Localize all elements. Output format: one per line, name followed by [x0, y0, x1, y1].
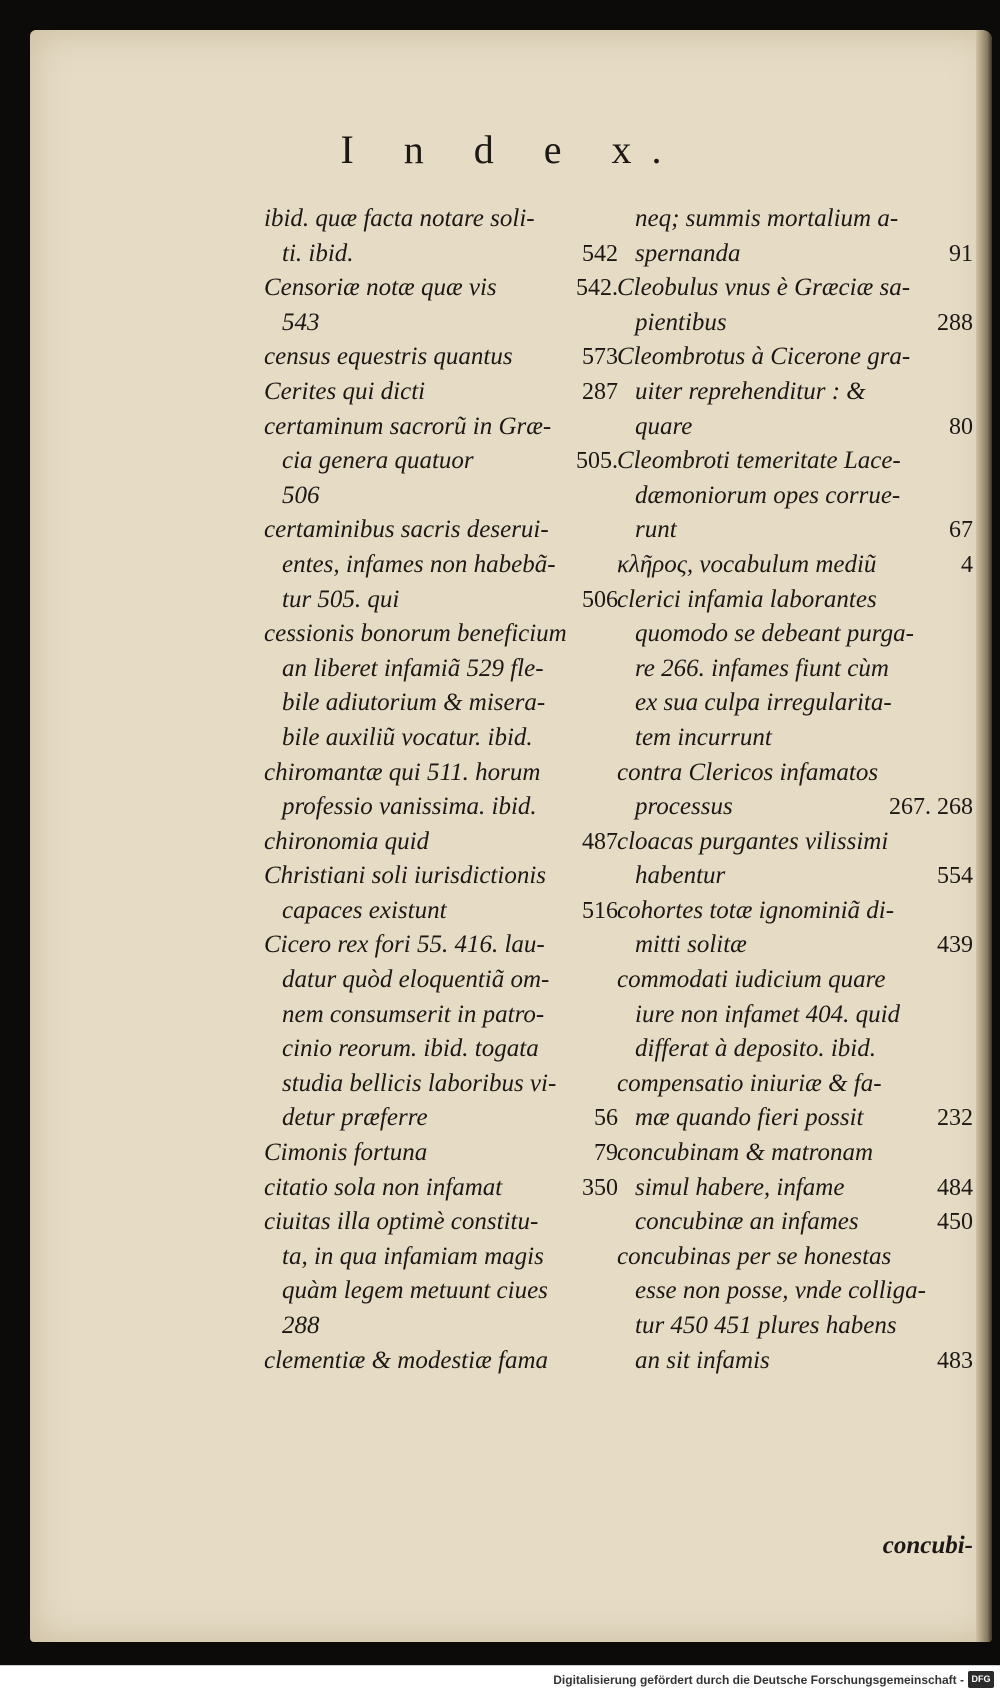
index-entry-line [617, 375, 973, 410]
index-entry-line [264, 859, 618, 894]
index-entry-line [617, 1032, 973, 1067]
entry-text: concubinas per se honestas [617, 1242, 892, 1270]
index-entry-line [264, 583, 618, 618]
index-entry-line [617, 1240, 973, 1275]
entry-text: cessionis bonorum beneficium [264, 620, 567, 648]
entry-text: ex sua culpa irregularita- [635, 689, 892, 717]
index-entry-line [617, 479, 973, 514]
index-entry-line [617, 1344, 973, 1379]
entry-text: concubinam & matronam [617, 1139, 873, 1167]
page-reference: 506 [582, 586, 618, 613]
index-entry-line [264, 513, 618, 548]
entry-text: concubinæ an infames [635, 1208, 859, 1236]
index-entry-line [264, 444, 618, 479]
entry-text: simul habere, infame [635, 1173, 845, 1201]
index-entry-line [264, 479, 618, 514]
entry-text: Cerites qui dicti [264, 377, 426, 405]
index-entry-line [264, 202, 618, 237]
entry-text: an sit infamis [635, 1346, 770, 1374]
index-entry-line [264, 721, 618, 756]
entry-text: κλῆρος, vocabulum mediũ [617, 550, 877, 578]
index-entry-line [264, 237, 618, 272]
index-entry-line [617, 894, 973, 929]
entry-text: quare [635, 412, 693, 440]
index-entry-line [617, 1274, 973, 1309]
index-entry-line [617, 548, 973, 583]
entry-text: tur 450 451 plures habens [635, 1312, 897, 1339]
entry-text: neq; summis mortalium a- [635, 205, 899, 232]
entry-text: chironomia quid [264, 827, 430, 855]
entry-text: an liberet infamiã 529 fle- [282, 654, 544, 682]
entry-text: datur quòd eloquentiã om- [282, 966, 550, 994]
page-reference: 542. [576, 275, 618, 302]
entry-text: ibid. quæ facta notare soli- [264, 205, 535, 232]
page-reference: 56 [594, 1105, 618, 1132]
dfg-logo-icon: DFG [968, 1671, 994, 1688]
entry-text: detur præferre [282, 1104, 428, 1132]
index-entry-line [264, 340, 618, 375]
index-entry-line [617, 340, 973, 375]
funding-credit: Digitalisierung gefördert durch die Deutsche Forschungsgemeinschaft - [553, 1673, 964, 1687]
entry-text: nem consumserit in patro- [282, 1000, 545, 1028]
index-entry-line [617, 1205, 973, 1240]
index-entry-line [264, 928, 618, 963]
entry-text: certaminibus sacris deserui- [264, 516, 549, 544]
entry-text: bile auxiliũ vocatur. ibid. [282, 723, 533, 751]
index-entry-line [264, 1067, 618, 1102]
index-entry-line [264, 1240, 618, 1275]
page-reference: 542 [582, 240, 618, 267]
page-reference: 450 [937, 1209, 973, 1236]
index-entry-line [264, 894, 618, 929]
entry-text: cohortes totæ ignominiã di- [617, 896, 895, 924]
entry-text: tem incurrunt [635, 723, 772, 751]
page-reference: 288 [937, 309, 973, 336]
page-reference: 516 [582, 897, 618, 924]
index-entry-line [617, 756, 973, 791]
entry-text: entes, infames non habebã- [282, 550, 556, 578]
index-entry-line [264, 410, 618, 445]
entry-text: cloacas purgantes vilissimi [617, 827, 889, 855]
index-entry-line [617, 1101, 973, 1136]
page-reference: 287 [582, 378, 618, 405]
entry-text: Cleombroti temeritate Lace- [617, 447, 901, 475]
entry-text: quomodo se debeant purga- [635, 620, 914, 648]
index-entry-line [264, 756, 618, 791]
entry-text: 543 [282, 308, 320, 336]
index-entry-line [264, 1032, 618, 1067]
index-entry-line [264, 790, 618, 825]
index-entry-line [617, 410, 973, 445]
index-entry-line [264, 1205, 618, 1240]
index-entry-line [264, 1344, 618, 1379]
entry-text: ta, in qua infamiam magis [282, 1242, 544, 1270]
index-entry-line [617, 1067, 973, 1102]
index-entry-line [264, 617, 618, 652]
entry-text: contra Clericos infamatos [617, 758, 879, 786]
entry-text: spernanda [635, 239, 741, 267]
index-entry-line [617, 721, 973, 756]
index-column-left [264, 202, 618, 1378]
index-entry-line [264, 825, 618, 860]
entry-text: cia genera quatuor [282, 447, 474, 475]
index-entry-line [264, 306, 618, 341]
index-entry-line [617, 652, 973, 687]
page-reference: 505. [576, 448, 618, 475]
entry-text: clementiæ & modestiæ fama [264, 1346, 548, 1374]
entry-text: habentur [635, 862, 726, 890]
index-entry-line [617, 306, 973, 341]
page-reference: 484 [937, 1174, 973, 1201]
page-reference: 232 [937, 1105, 973, 1132]
index-entry-line [264, 1171, 618, 1206]
index-entry-line [264, 1136, 618, 1171]
page-reference: 79 [594, 1140, 618, 1167]
index-entry-line [264, 686, 618, 721]
book-page [30, 30, 992, 1642]
entry-text: runt [635, 516, 677, 544]
entry-text: mæ quando fieri possit [635, 1104, 864, 1132]
entry-text: clerici infamia laborantes [617, 585, 877, 613]
page-reference: 573 [582, 344, 618, 371]
catchword: concubi- [882, 1532, 973, 1559]
page-reference: 487 [582, 828, 618, 855]
index-entry-line [617, 1171, 973, 1206]
page-reference: 554 [937, 863, 973, 890]
entry-text: processus [635, 793, 733, 821]
index-entry-line [264, 1274, 618, 1309]
entry-text: citatio sola non infamat [264, 1173, 503, 1201]
index-entry-line [617, 271, 973, 306]
entry-text: iure non infamet 404. quid [635, 1000, 901, 1028]
index-entry-line [617, 963, 973, 998]
entry-text: pientibus [635, 308, 727, 336]
running-head: I n d e x. [340, 127, 682, 172]
entry-text: Censoriæ notæ quæ vis [264, 274, 497, 302]
index-entry-line [617, 998, 973, 1033]
entry-text: ti. ibid. [282, 239, 354, 267]
index-entry-line [617, 686, 973, 721]
page-reference: 4 [961, 551, 973, 578]
page-reference: 483 [937, 1347, 973, 1374]
page-reference: 350 [582, 1174, 618, 1201]
entry-text: tur 505. qui [282, 585, 400, 613]
index-entry-line [264, 375, 618, 410]
index-entry-line [617, 790, 973, 825]
index-entry-line [617, 1136, 973, 1171]
index-entry-line [617, 237, 973, 272]
index-entry-line [264, 963, 618, 998]
entry-text: Cleombrotus à Cicerone gra- [617, 343, 911, 371]
entry-text: re 266. infames fiunt cùm [635, 654, 889, 682]
footer-bar [0, 1665, 1000, 1696]
index-entry-line [264, 548, 618, 583]
entry-text: Cicero rex fori 55. 416. lau- [264, 931, 545, 959]
entry-text: cinio reorum. ibid. togata [282, 1035, 539, 1063]
index-entry-line [617, 583, 973, 618]
index-column-right [617, 202, 973, 1559]
index-entry-line [617, 202, 973, 237]
page-reference: 439 [937, 932, 973, 959]
entry-text: certaminum sacrorũ in Græ- [264, 412, 552, 440]
entry-text: capaces existunt [282, 896, 447, 924]
index-entry-line [264, 1309, 618, 1344]
page-reference: 91 [949, 240, 973, 267]
page-reference: 67 [949, 517, 973, 544]
entry-text: quàm legem metuunt ciues [282, 1277, 548, 1305]
index-entry-line [264, 271, 618, 306]
entry-text: differat à deposito. ibid. [635, 1035, 876, 1063]
index-entry-line [617, 859, 973, 894]
page-reference: 80 [949, 413, 973, 440]
entry-text: professio vanissima. ibid. [282, 793, 537, 821]
entry-text: commodati iudicium quare [617, 966, 886, 994]
entry-text: bile adiutorium & misera- [282, 689, 546, 717]
entry-text: chiromantæ qui 511. horum [264, 758, 541, 786]
page-reference: 267. 268 [889, 794, 973, 821]
page-edge [976, 30, 992, 1642]
entry-text: 288 [282, 1312, 320, 1339]
entry-text: ciuitas illa optimè constitu- [264, 1208, 539, 1236]
index-entry-line [264, 1101, 618, 1136]
entry-text: Christiani soli iurisdictionis [264, 862, 546, 890]
index-entry-line [617, 1309, 973, 1344]
entry-text: Cimonis fortuna [264, 1139, 428, 1167]
entry-text: esse non posse, vnde colliga- [635, 1277, 926, 1305]
index-entry-line [617, 617, 973, 652]
entry-text: Cleobulus vnus è Græciæ sa- [617, 274, 911, 302]
index-entry-line [617, 513, 973, 548]
index-entry-line [617, 444, 973, 479]
entry-text: uiter reprehenditur : & [635, 377, 866, 405]
entry-text: mitti solitæ [635, 931, 747, 959]
entry-text: studia bellicis laboribus vi- [282, 1069, 557, 1097]
entry-text: census equestris quantus [264, 343, 513, 371]
index-entry-line [264, 998, 618, 1033]
entry-text: dæmoniorum opes corrue- [635, 481, 901, 509]
index-entry-line [617, 825, 973, 860]
entry-text: 506 [282, 481, 320, 509]
entry-text: compensatio iniuriæ & fa- [617, 1069, 882, 1097]
index-entry-line [264, 652, 618, 687]
index-entry-line [617, 928, 973, 963]
